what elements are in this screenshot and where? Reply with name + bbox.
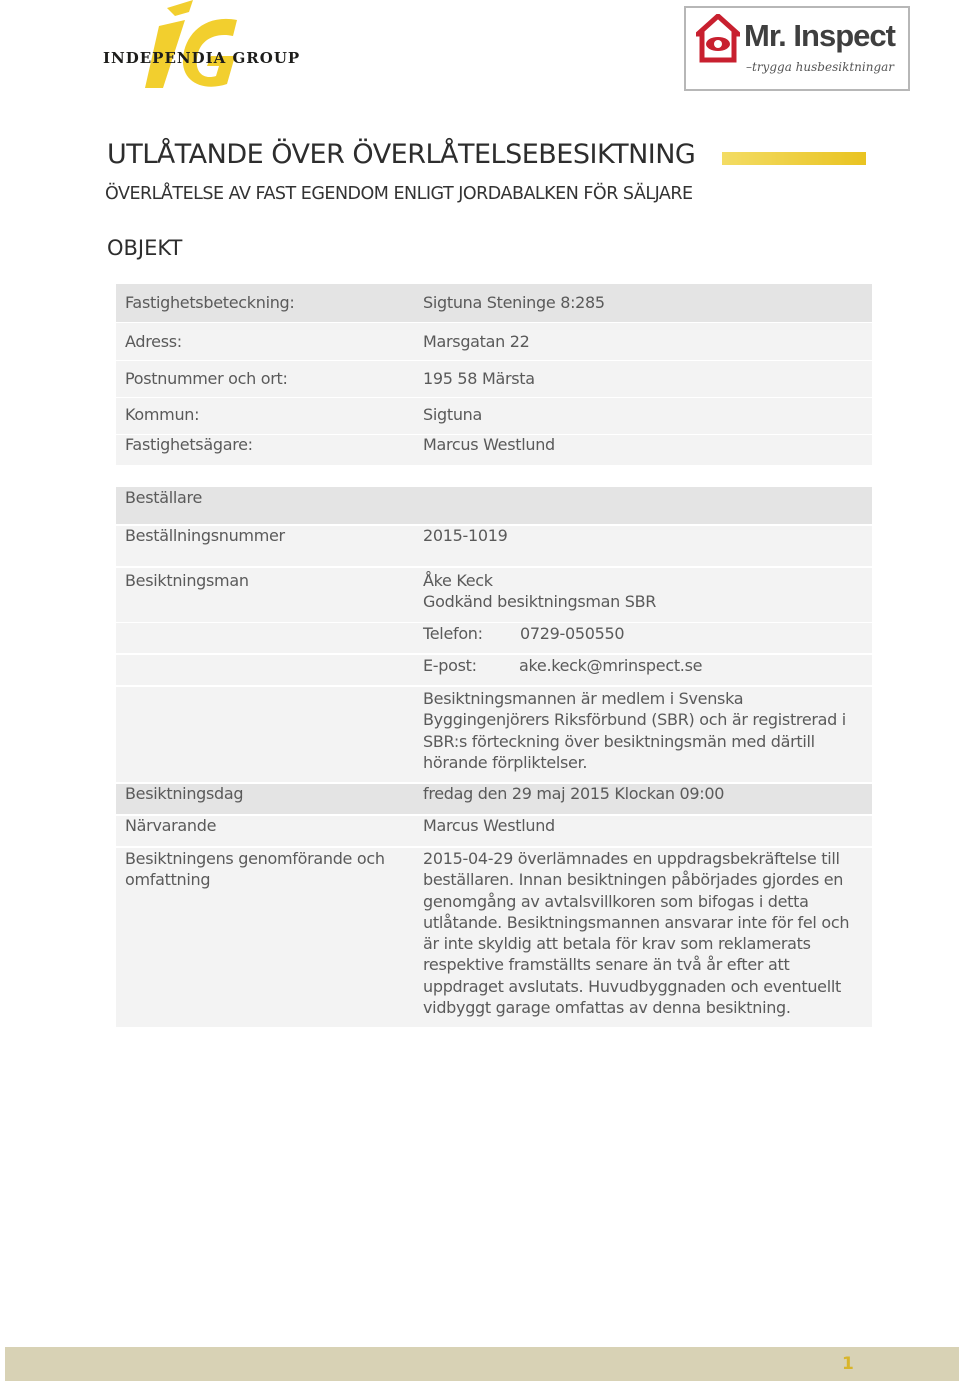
scope-label: Besiktningens genomförande och omfattning [125, 849, 385, 890]
table-row [116, 655, 872, 685]
municipality-label: Kommun: [125, 405, 200, 424]
table-row [116, 687, 872, 782]
table-row [116, 848, 872, 1027]
inspection-date-label: Besiktningsdag [125, 784, 244, 803]
footer-bar [5, 1347, 959, 1381]
document-subtitle: ÖVERLÅTELSE AV FAST EGENDOM ENLIGT JORDABALKEN FÖR SÄLJARE [105, 184, 693, 204]
address-value: Marsgatan 22 [423, 332, 530, 351]
table-row [116, 284, 872, 322]
mr-inspect-tagline: –trygga husbesiktningar [746, 60, 895, 74]
phone-value: 0729-050550 [520, 624, 625, 643]
table-row [116, 526, 872, 566]
order-number-value: 2015-1019 [423, 526, 508, 545]
inspector-label: Besiktningsman [125, 571, 249, 590]
table-row [116, 816, 872, 846]
independia-logo-mark [145, 0, 240, 92]
table-row [116, 784, 872, 814]
inspector-title: Godkänd besiktningsman SBR [423, 592, 657, 611]
membership-text: Besiktningsmannen är medlem i Svenska Byggingenjörers Riksförbund (SBR) och är registrerad i SBR:s förteckning över besiktningsmän med därtill hörande förpliktelser. [423, 689, 846, 772]
page-number: 1 [842, 1354, 854, 1374]
house-eye-icon [696, 14, 740, 64]
independia-logo-text: INDEPENDIA GROUP [103, 49, 301, 67]
email-label: E-post: [423, 656, 477, 675]
scope-text: 2015-04-29 överlämnades en uppdragsbekräftelse till beställaren. Innan besiktningen påbörjades gjordes en genomgång av avtalsvillkoren som bifogas i detta utlåtande. Besiktningsmannen ansvarar inte för fel och är inte skyldig att betala för krav som reklamerats respektive framställts senare än två år efter att uppdraget avslutats. Huvudbyggnaden och eventuellt vidbyggt garage omfattas av denna besiktning. [423, 849, 850, 1018]
inspector-name: Åke Keck [423, 571, 493, 590]
client-heading: Beställare [125, 488, 203, 507]
table-row [116, 623, 872, 653]
section-heading-objekt: OBJEKT [107, 236, 183, 260]
inspection-date-value: fredag den 29 maj 2015 Klockan 09:00 [423, 784, 725, 803]
table-row [116, 361, 872, 397]
postal-value: 195 58 Märsta [423, 369, 535, 388]
present-label: Närvarande [125, 816, 217, 835]
mr-inspect-name: Mr. Inspect [744, 18, 895, 53]
order-number-label: Beställningsnummer [125, 526, 285, 545]
phone-label: Telefon: [423, 624, 483, 643]
email-value: ake.keck@mrinspect.se [519, 656, 703, 675]
address-label: Adress: [125, 332, 182, 351]
table-row [116, 435, 872, 465]
property-value: Sigtuna Steninge 8:285 [423, 293, 605, 312]
owner-value: Marcus Westlund [423, 435, 555, 454]
title-accent-bar [722, 152, 866, 165]
property-label: Fastighetsbeteckning: [125, 293, 295, 312]
mr-inspect-logo [684, 6, 910, 91]
table-row [116, 398, 872, 434]
document-title: UTLÅTANDE ÖVER ÖVERLÅTELSEBESIKTNING [107, 139, 696, 170]
postal-label: Postnummer och ort: [125, 369, 288, 388]
municipality-value: Sigtuna [423, 405, 483, 424]
owner-label: Fastighetsägare: [125, 435, 253, 454]
table-row [116, 568, 872, 622]
table-row [116, 487, 872, 524]
present-value: Marcus Westlund [423, 816, 555, 835]
table-row [116, 323, 872, 360]
